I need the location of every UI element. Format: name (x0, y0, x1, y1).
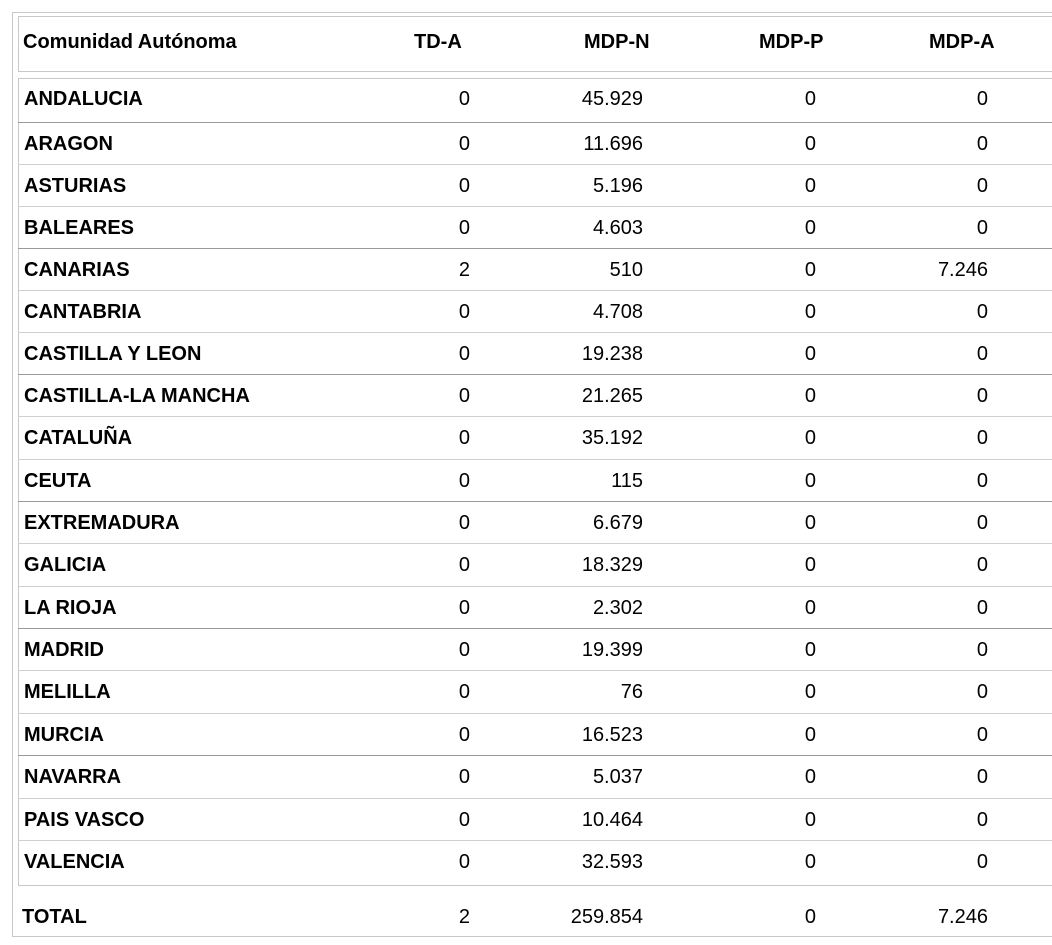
region-name: BALEARES (24, 217, 135, 239)
mdp-n-value: 11.696 (583, 133, 643, 155)
td-a-value: 0 (458, 343, 470, 365)
mdp-n-value: 32.593 (581, 851, 643, 873)
td-a-value: 0 (458, 851, 470, 873)
table-row (18, 374, 1052, 416)
table-row (18, 164, 1052, 206)
mdp-p-value: 0 (804, 301, 816, 323)
mdp-a-value: 0 (976, 597, 988, 619)
mdp-p-value: 0 (804, 597, 816, 619)
region-name: GALICIA (24, 554, 107, 576)
mdp-p-value: 0 (804, 639, 816, 661)
table-row (18, 798, 1052, 840)
td-a-value: 0 (458, 217, 470, 239)
mdp-a-value: 0 (976, 766, 988, 788)
mdp-n-value: 35.192 (581, 427, 643, 449)
mdp-p-value: 0 (804, 724, 816, 746)
table-row (18, 332, 1052, 374)
region-name: ANDALUCIA (24, 88, 143, 110)
mdp-a-value: 7.246 (937, 259, 988, 281)
table-row (18, 543, 1052, 585)
mdp-a-value: 0 (976, 639, 988, 661)
total-label: TOTAL (22, 906, 87, 928)
mdp-a-value: 0 (976, 681, 988, 703)
td-a-value: 0 (458, 512, 470, 534)
mdp-p-value: 0 (804, 554, 816, 576)
total-mdp-n: 259.854 (570, 906, 643, 928)
mdp-a-value: 0 (976, 809, 988, 831)
header-mdp-a: MDP-A (929, 31, 995, 53)
total-mdp-a: 7.246 (937, 906, 988, 928)
td-a-value: 0 (458, 427, 470, 449)
td-a-value: 0 (458, 470, 470, 492)
mdp-n-value: 19.238 (581, 343, 643, 365)
region-name: ARAGON (24, 133, 113, 155)
mdp-n-value: 510 (609, 259, 643, 281)
mdp-a-value: 0 (976, 470, 988, 492)
region-name: NAVARRA (24, 766, 122, 788)
mdp-p-value: 0 (804, 385, 816, 407)
mdp-n-value: 21.265 (581, 385, 643, 407)
mdp-n-value: 5.037 (592, 766, 643, 788)
mdp-a-value: 0 (976, 88, 988, 110)
td-a-value: 0 (458, 639, 470, 661)
td-a-value: 0 (458, 809, 470, 831)
mdp-p-value: 0 (804, 766, 816, 788)
region-name: MELILLA (24, 681, 111, 703)
mdp-n-value: 16.523 (581, 724, 643, 746)
mdp-p-value: 0 (804, 512, 816, 534)
td-a-value: 0 (458, 88, 470, 110)
mdp-p-value: 0 (804, 809, 816, 831)
table-row (18, 416, 1052, 458)
region-name: CATALUÑA (24, 427, 133, 449)
mdp-a-value: 0 (976, 133, 988, 155)
region-name: CANTABRIA (24, 301, 142, 323)
td-a-value: 0 (458, 681, 470, 703)
mdp-n-value: 2.302 (592, 597, 643, 619)
table-row (18, 290, 1052, 332)
total-row (18, 897, 1052, 937)
table-row (18, 628, 1052, 670)
mdp-a-value: 0 (976, 343, 988, 365)
header-mdp-n: MDP-N (584, 31, 650, 53)
td-a-value: 0 (458, 133, 470, 155)
mdp-p-value: 0 (804, 88, 816, 110)
region-name: EXTREMADURA (24, 512, 180, 534)
total-td-a: 2 (458, 906, 470, 928)
mdp-p-value: 0 (804, 427, 816, 449)
td-a-value: 0 (458, 301, 470, 323)
mdp-n-value: 4.603 (592, 217, 643, 239)
td-a-value: 2 (458, 259, 470, 281)
mdp-n-value: 10.464 (581, 809, 643, 831)
mdp-p-value: 0 (804, 217, 816, 239)
mdp-p-value: 0 (804, 133, 816, 155)
mdp-p-value: 0 (804, 681, 816, 703)
mdp-a-value: 0 (976, 301, 988, 323)
total-mdp-p: 0 (804, 906, 816, 928)
table-row (18, 248, 1052, 290)
mdp-a-value: 0 (976, 851, 988, 873)
region-name: PAIS VASCO (24, 809, 145, 831)
region-name: VALENCIA (24, 851, 125, 873)
table-row (18, 670, 1052, 712)
td-a-value: 0 (458, 724, 470, 746)
header-region: Comunidad Autónoma (23, 31, 237, 53)
region-name: CASTILLA Y LEON (24, 343, 202, 365)
mdp-n-value: 45.929 (581, 88, 643, 110)
mdp-p-value: 0 (804, 470, 816, 492)
mdp-p-value: 0 (804, 343, 816, 365)
mdp-n-value: 18.329 (581, 554, 643, 576)
table-row (18, 459, 1052, 501)
mdp-n-value: 5.196 (592, 175, 643, 197)
table-row (18, 122, 1052, 164)
td-a-value: 0 (458, 554, 470, 576)
td-a-value: 0 (458, 766, 470, 788)
table-row (18, 206, 1052, 248)
table-header (18, 16, 1052, 72)
region-name: CEUTA (24, 470, 92, 492)
region-name: CANARIAS (24, 259, 130, 281)
mdp-p-value: 0 (804, 259, 816, 281)
td-a-value: 0 (458, 385, 470, 407)
region-name: MADRID (24, 639, 104, 661)
mdp-n-value: 6.679 (592, 512, 643, 534)
table-row (18, 755, 1052, 797)
mdp-n-value: 19.399 (581, 639, 643, 661)
table-row (18, 501, 1052, 543)
table-row (18, 713, 1052, 755)
region-name: CASTILLA-LA MANCHA (24, 385, 250, 407)
mdp-a-value: 0 (976, 554, 988, 576)
mdp-n-value: 76 (620, 681, 643, 703)
mdp-a-value: 0 (976, 724, 988, 746)
region-name: MURCIA (24, 724, 104, 746)
mdp-a-value: 0 (976, 175, 988, 197)
region-name: LA RIOJA (24, 597, 117, 619)
td-a-value: 0 (458, 597, 470, 619)
header-mdp-p: MDP-P (759, 31, 824, 53)
region-name: ASTURIAS (24, 175, 127, 197)
mdp-n-value: 115 (611, 470, 643, 492)
mdp-a-value: 0 (976, 385, 988, 407)
table-row (18, 586, 1052, 628)
table-row (18, 840, 1052, 882)
mdp-p-value: 0 (804, 851, 816, 873)
table-row (18, 78, 1052, 120)
mdp-a-value: 0 (976, 512, 988, 534)
header-td-a: TD-A (414, 31, 462, 53)
td-a-value: 0 (458, 175, 470, 197)
mdp-a-value: 0 (976, 217, 988, 239)
mdp-a-value: 0 (976, 427, 988, 449)
mdp-p-value: 0 (804, 175, 816, 197)
mdp-n-value: 4.708 (592, 301, 643, 323)
